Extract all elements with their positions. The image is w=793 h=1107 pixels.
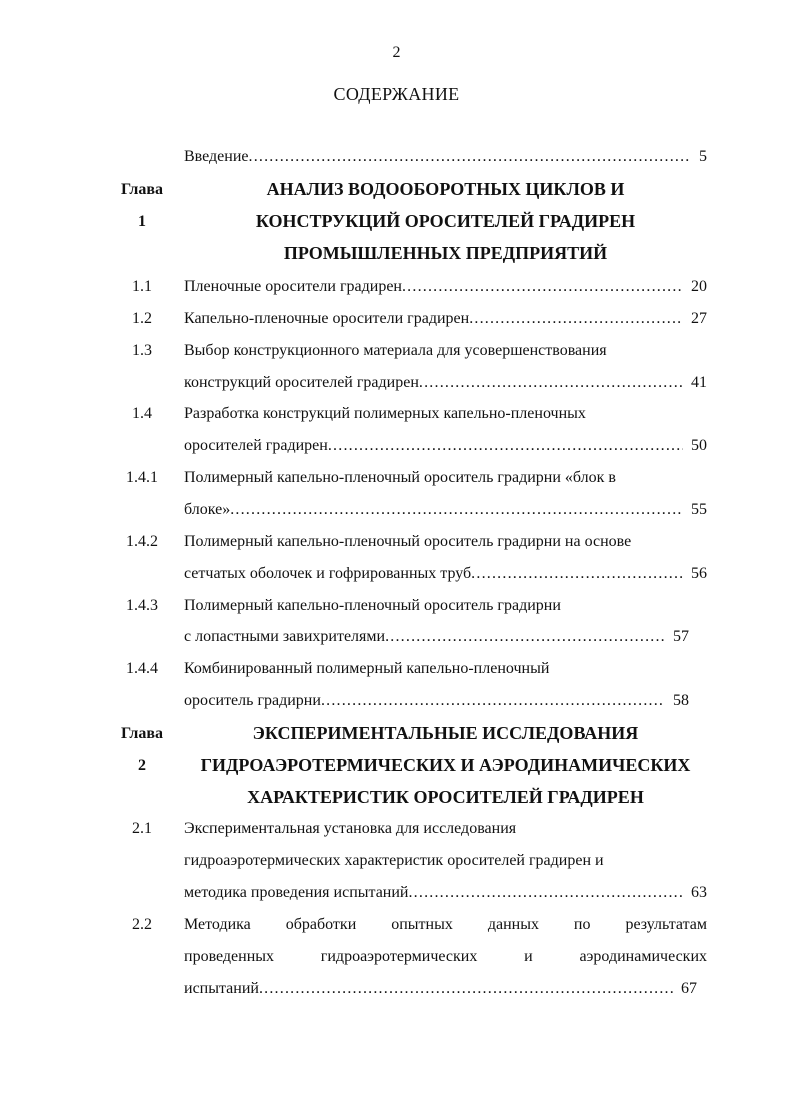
toc-entry-text: Полимерный капельно-пленочный ороситель градирни на основе [184,533,632,550]
toc-entry-text: Методика обработки опытных данных по результатам [184,916,707,933]
toc-entry-line [184,565,707,597]
toc-entry-text: Комбинированный полимерный капельно-пленочный [184,660,550,677]
toc-entry-text: Выбор конструкционного материала для усовершенствования [184,342,607,359]
chapter-title-line: ЭКСПЕРИМЕНТАЛЬНЫЕ ИССЛЕДОВАНИЯ [252,723,639,743]
dot-leader [321,692,665,710]
chapter-word: Глава [121,725,163,742]
toc-page-number: 58 [673,692,689,709]
toc-entry-text: Разработка конструкций полимерных капельно-пленочных [184,405,586,422]
chapter-word: Глава [121,181,163,198]
toc-entry-number: 1.4.1 [126,469,158,486]
toc-entry-line [184,501,707,533]
toc-entry-number: 1.2 [132,310,152,327]
chapter-title-line: ГИДРОАЭРОТЕРМИЧЕСКИХ И АЭРОДИНАМИЧЕСКИХ [200,755,691,775]
dot-leader [419,374,683,392]
toc-entry-number: 2.1 [132,820,152,837]
toc-entry-number: 1.4 [132,405,152,422]
dot-leader [259,980,673,998]
toc-page-number: 5 [699,148,707,165]
toc-entry-text: конструкций оросителей градирен [184,374,419,391]
toc-page-number: 20 [691,278,707,295]
toc-page-number: 50 [691,437,707,454]
dot-leader [408,884,683,902]
dot-leader [249,148,692,166]
chapter-title-line: АНАЛИЗ ВОДООБОРОТНЫХ ЦИКЛОВ И [266,179,625,199]
toc-entry-text: Введение [184,148,249,165]
dot-leader [469,310,683,328]
page-number: 2 [392,44,401,61]
toc-page-number: 63 [691,884,707,901]
toc-entry-text: проведенных гидроаэротермических и аэродинамических [184,948,707,965]
toc-page-number: 27 [691,310,707,327]
toc-entry-text: ороситель градирни [184,692,321,709]
chapter-title-line: ПРОМЫШЛЕННЫХ ПРЕДПРИЯТИЙ [283,243,608,263]
toc-entry-text: Пленочные оросители градирен [184,278,402,295]
toc-entry-line [184,310,707,342]
toc-entry-line [184,278,707,310]
toc-page-number: 67 [681,980,697,997]
toc-entry-number: 1.4.3 [126,597,158,614]
toc-page-number: 57 [673,628,689,645]
toc-entry-number: 1.1 [132,278,152,295]
chapter-number: 2 [138,757,146,774]
dot-leader [402,278,683,296]
toc-entry-line [184,628,689,660]
toc-entry-text: блоке» [184,501,231,518]
toc-entry-line [184,884,707,916]
toc-entry-number: 2.2 [132,916,152,933]
toc-entry-text: гидроаэротермических характеристик оросителей градирен и [184,852,604,869]
toc-entry-line [184,148,707,180]
toc-page-number: 55 [691,501,707,518]
toc-entry-number: 1.4.2 [126,533,158,550]
toc-entry-line [184,692,689,724]
toc-entry-text: Полимерный капельно-пленочный ороситель градирни «блок в [184,469,616,486]
toc-entry-number: 1.3 [132,342,152,359]
dot-leader [385,628,665,646]
toc-entry-text: сетчатых оболочек и гофрированных труб [184,565,472,582]
toc-entry-text: методика проведения испытаний [184,884,409,901]
toc-entry-text: Капельно-пленочные оросители градирен [184,310,470,327]
toc-page-number: 41 [691,374,707,391]
chapter-title-line: КОНСТРУКЦИЙ ОРОСИТЕЛЕЙ ГРАДИРЕН [255,211,636,231]
dot-leader [328,437,683,455]
toc-entry-text: с лопастными завихрителями [184,628,386,645]
page-title: СОДЕРЖАНИЕ [333,84,460,104]
toc-entry-text: испытаний [184,980,259,997]
chapter-title-line: ХАРАКТЕРИСТИК ОРОСИТЕЛЕЙ ГРАДИРЕН [247,787,644,807]
toc-entry-number: 1.4.4 [126,660,158,677]
toc-entry-text: Полимерный капельно-пленочный ороситель градирни [184,597,561,614]
dot-leader [471,565,683,583]
chapter-number: 1 [138,213,146,230]
toc-entry-line [184,374,707,406]
toc-entry-text: оросителей градирен [184,437,328,454]
dot-leader [230,501,683,519]
toc-entry-line [184,980,697,1012]
toc-entry-line [184,437,707,469]
toc-entry-text: Экспериментальная установка для исследования [184,820,517,837]
toc-page-number: 56 [691,565,707,582]
